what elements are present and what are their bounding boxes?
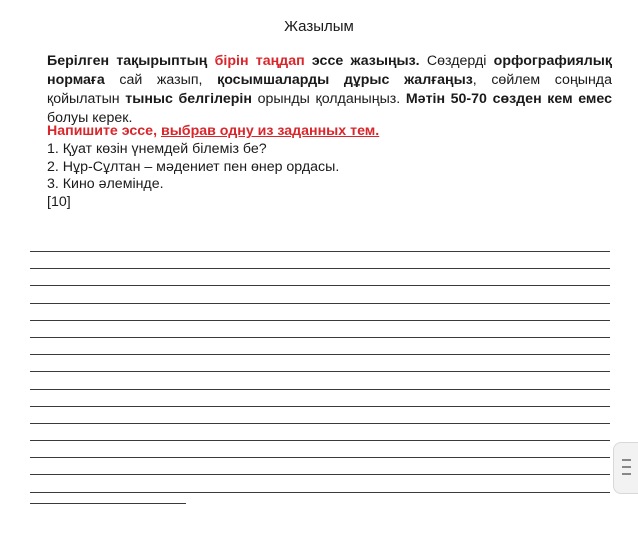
handle-grip-icon: [622, 466, 631, 468]
marks-label: [10]: [47, 193, 71, 210]
answer-line: [30, 474, 610, 475]
side-panel-handle[interactable]: [613, 442, 638, 494]
instr-t10: орынды қолданыңыз.: [251, 91, 406, 107]
answer-line: [30, 354, 610, 355]
russian-part1: Напишите эссе,: [47, 123, 161, 139]
handle-grip-icon: [622, 459, 631, 461]
topic-item: 3. Кино әлемінде.: [47, 176, 164, 192]
answer-line: [30, 320, 610, 321]
answer-line: [30, 285, 610, 286]
russian-part2: выбрав одну из заданных тем.: [160, 123, 380, 139]
answer-line: [30, 251, 610, 252]
instr-t5: орфографиялық нормаға: [47, 53, 612, 88]
instr-t9: тыныс белгілерін: [125, 91, 252, 107]
page-title: Жазылым: [284, 18, 354, 35]
instr-t3: эссе жазыңыз.: [304, 53, 420, 69]
topic-item: 1. Қуат көзін үнемдей білеміз бе?: [47, 141, 267, 157]
instr-t12: болуы керек.: [47, 110, 133, 126]
topic-item: 2. Нұр-Сұлтан – мәдениет пен өнер ордасы.: [47, 158, 340, 175]
instr-t8: , сөйлем соңында қойылатын: [47, 72, 612, 107]
answer-line: [30, 457, 610, 458]
answer-line: [30, 268, 610, 269]
answer-line: [30, 406, 610, 407]
answer-line: [30, 371, 610, 372]
topic-list: [47, 141, 339, 211]
answer-line: [30, 337, 610, 338]
answer-line: [30, 303, 610, 304]
answer-line: [30, 389, 610, 390]
instr-highlight-choose: бірін таңдап: [214, 53, 305, 69]
instr-t4: Сөздерді: [419, 53, 494, 69]
instr-t6: сай жазып,: [104, 72, 218, 88]
instr-t7: қосымшаларды дұрыс жалғаңыз: [217, 72, 473, 88]
answer-line: [30, 440, 610, 441]
russian-instruction: [47, 123, 379, 139]
answer-line: [30, 423, 610, 424]
instr-t1: Берілген тақырыптың: [47, 53, 215, 69]
answer-line: [30, 492, 610, 493]
answer-line-short: [30, 503, 186, 504]
handle-grip-icon: [622, 473, 631, 475]
instr-t11: Мәтін 50-70 сөзден кем емес: [405, 91, 612, 107]
task-instructions: [47, 52, 612, 128]
answer-lines: [30, 251, 610, 509]
